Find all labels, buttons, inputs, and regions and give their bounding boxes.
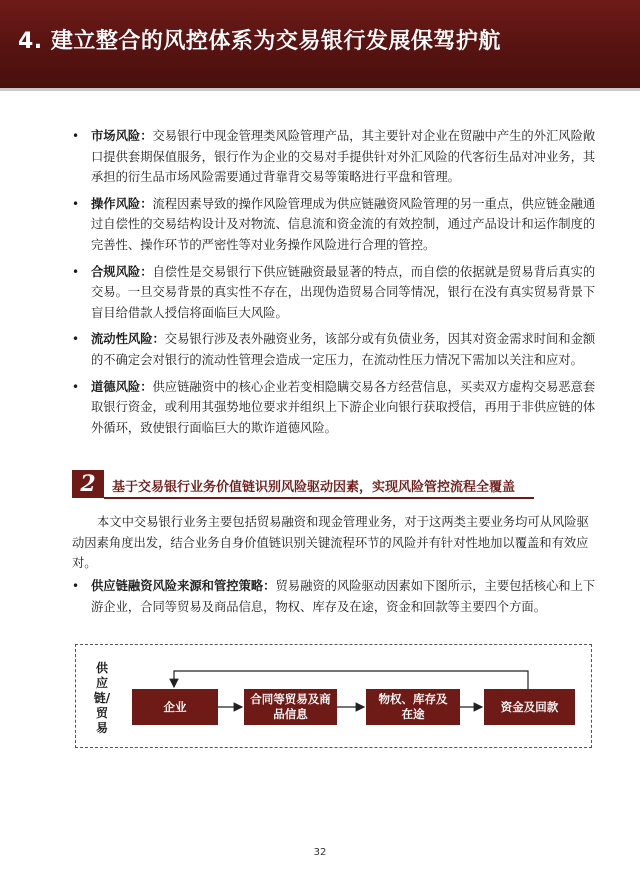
- bullet-term: 操作风险：: [91, 196, 153, 211]
- bullet-text: 自偿性是交易银行下供应链融资最显著的特点，而自偿的依据就是贸易背后真实的交易。一旦交易背景的真实性不存在，出现伪造贸易合同等情况，银行在没有真实贸易背景下盲目给借款人授信将面临巨大风险。: [91, 264, 596, 320]
- feedback-arrow: [174, 671, 528, 689]
- page-title: 4. 建立整合的风控体系为交易银行发展保驾护航: [18, 29, 501, 54]
- node-funds-repayment: 资金及回款: [484, 689, 575, 725]
- section-underline: [104, 497, 534, 499]
- bullet-text: 供应链融资中的核心企业若变相隐瞒交易各方经营信息，买卖双方虚构交易恶意套取银行资金，或利用其强势地位要求并组织上下游企业向银行获取授信，再用于非供应链的体外循环，致使银行面临巨大的欺诈道德风险。: [91, 379, 596, 435]
- section-number-badge: 2: [72, 470, 104, 498]
- page-header: [0, 0, 640, 88]
- section-title: 基于交易银行业务价值链识别风险驱动因素，实现风险管控流程全覆盖: [112, 480, 516, 495]
- diagram-side-label: 供应链/贸易: [93, 661, 111, 735]
- bullet-dot-icon: •: [72, 579, 80, 593]
- bullet-term: 道德风险：: [91, 379, 153, 394]
- bullet-dot-icon: •: [72, 332, 80, 347]
- header-divider: [0, 88, 640, 91]
- node-contract-info: 合同等贸易及商品信息: [244, 689, 337, 725]
- bullet-supply-chain: [72, 576, 600, 617]
- risk-bullet-list: [72, 126, 600, 444]
- intro-paragraph: 本文中交易银行业务主要包括贸易融资和现金管理业务，对于这两类主要业务均可从风险驱动因素角度出发，结合业务自身价值链识别关键流程环节的风险并有针对性地加以覆盖和有效应对。: [72, 515, 589, 571]
- bullet-compliance-risk: [72, 262, 600, 324]
- bullet-dot-icon: •: [72, 379, 80, 394]
- bullet-operational-risk: [72, 194, 600, 256]
- bullet-market-risk: [72, 126, 600, 188]
- bullet-dot-icon: •: [72, 264, 80, 279]
- page-number: 32: [313, 847, 327, 858]
- bullet-dot-icon: •: [72, 129, 80, 143]
- supply-chain-bullet: [72, 576, 600, 623]
- node-property-inventory: 物权、库存及在途: [366, 689, 460, 725]
- bullet-moral-risk: [72, 377, 600, 439]
- bullet-text: 交易银行中现金管理类风险管理产品，其主要针对企业在贸融中产生的外汇风险敞口提供套期保值服务，银行作为企业的交易对手提供针对外汇风险的代客衍生品对冲业务，其承担的衍生品市场风险需要通过背靠背交易等策略进行平盘和管理。: [91, 129, 596, 185]
- bullet-term: 供应链融资风险来源和管控策略：: [91, 579, 276, 593]
- bullet-term: 流动性风险：: [91, 332, 165, 347]
- bullet-term: 市场风险：: [91, 129, 153, 143]
- bullet-text: 交易银行涉及表外融资业务，该部分或有负债业务，因其对资金需求时间和金额的不确定会对银行的流动性管理会造成一定压力，在流动性压力情况下需加以关注和应对。: [91, 332, 596, 367]
- bullet-text: 贸易融资的风险驱动因素如下图所示，主要包括核心和上下游企业，合同等贸易及商品信息，物权、库存及在途，资金和回款等主要四个方面。: [91, 579, 596, 614]
- risk-flow-diagram: [75, 644, 592, 748]
- bullet-liquidity-risk: [72, 329, 600, 370]
- bullet-dot-icon: •: [72, 196, 80, 211]
- bullet-text: 流程因素导致的操作风险管理成为供应链融资风险管理的另一重点，供应链金融通过自偿性的交易结构设计及对物流、信息流和资金流的有效控制，通过产品设计和运作制度的完善性、操作环节的严密性等对业务操作风险进行合理的管控。: [91, 196, 596, 252]
- node-enterprise: 企业: [132, 689, 218, 725]
- bullet-term: 合规风险：: [91, 264, 153, 279]
